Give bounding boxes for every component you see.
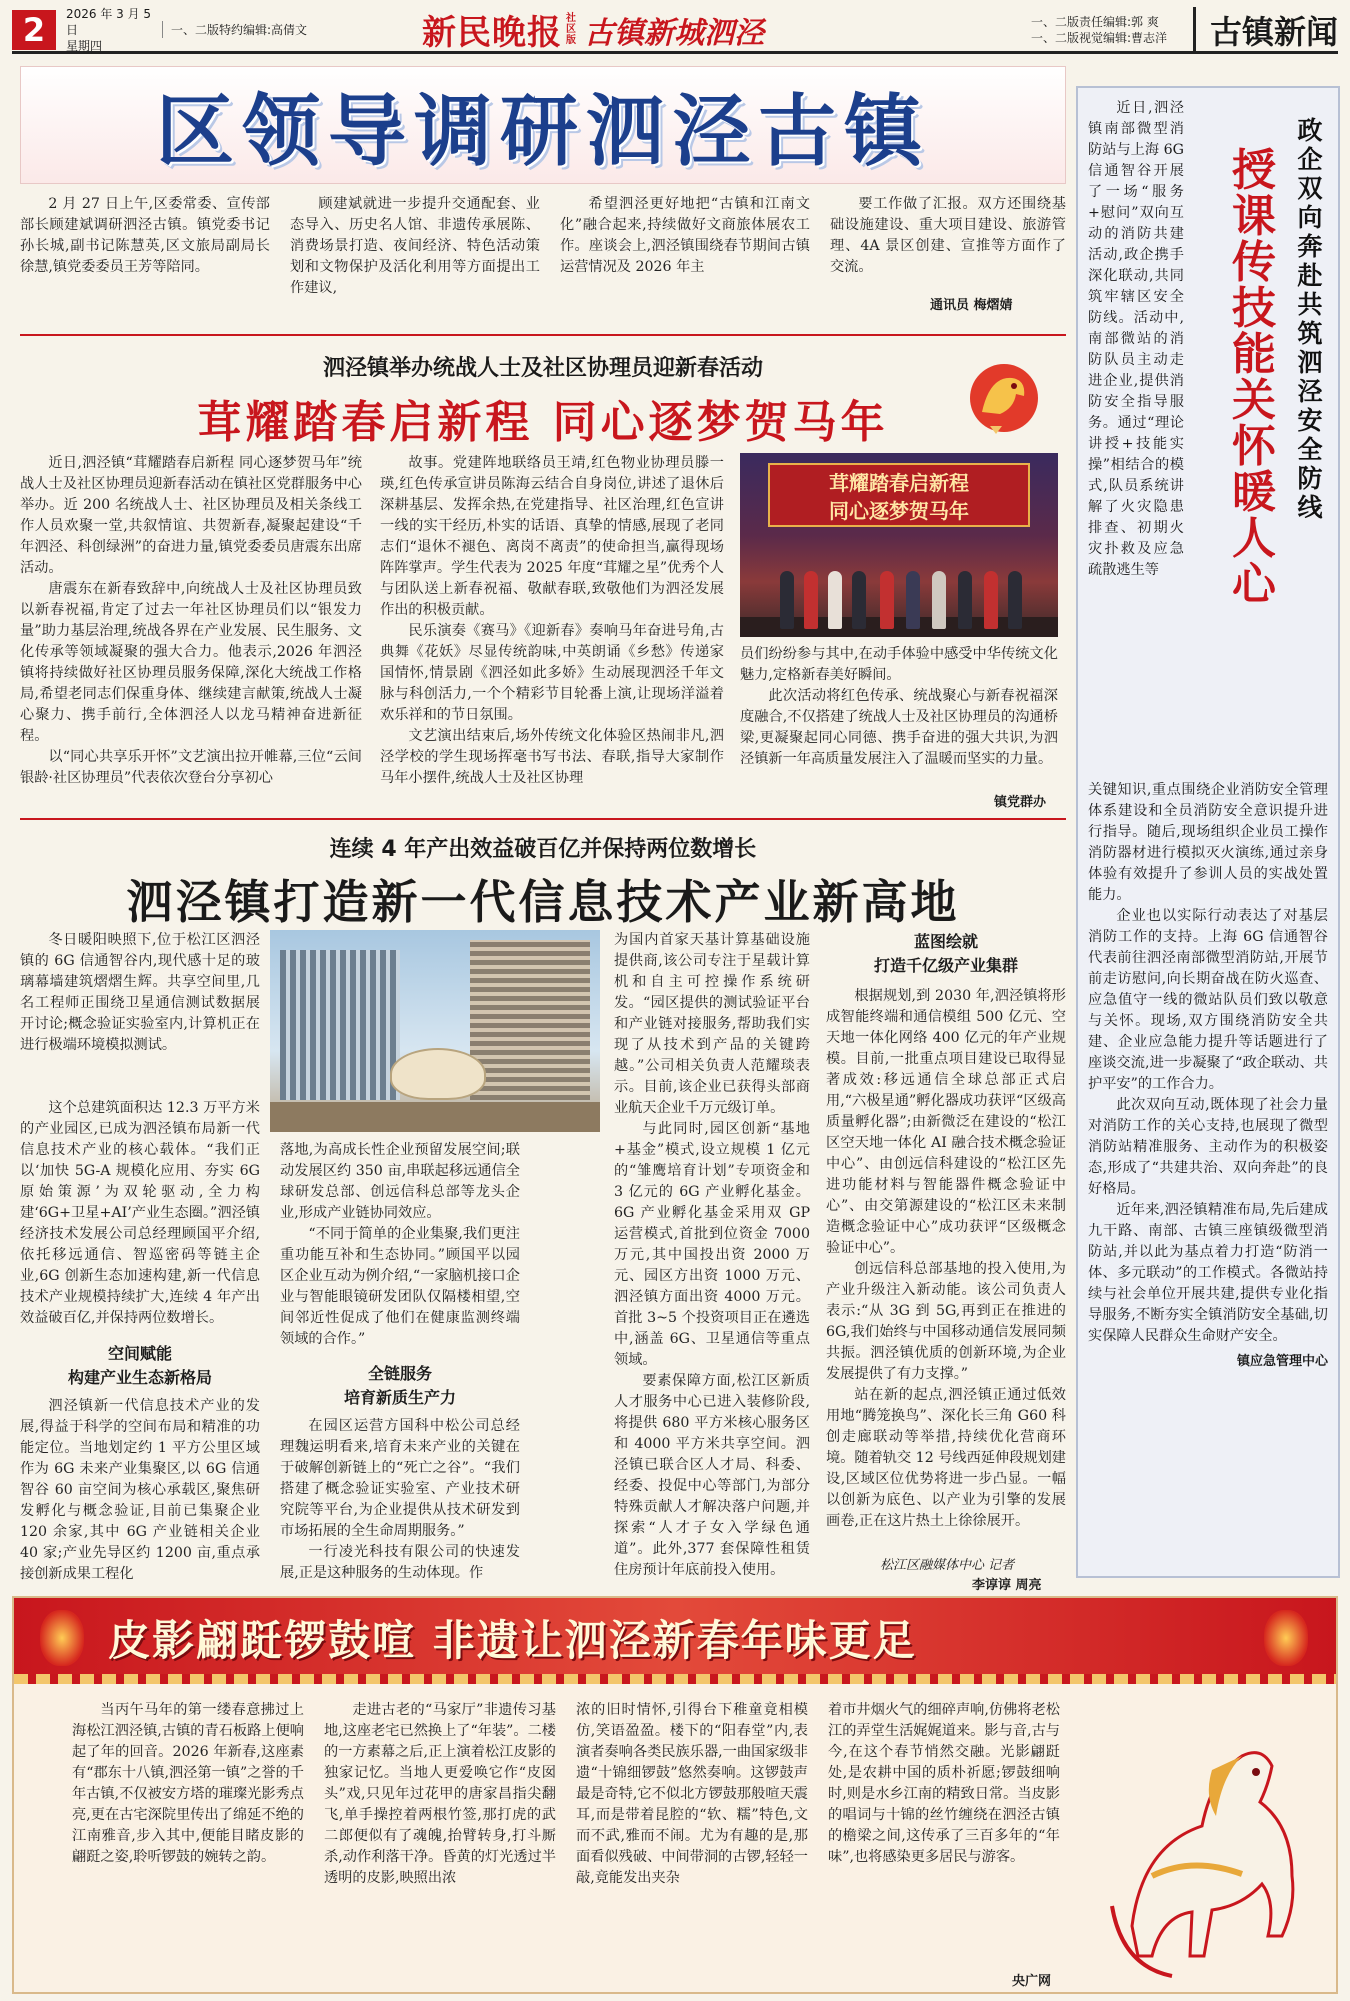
photo-person xyxy=(906,571,920,629)
article2-col2-p2: 民乐演奏《赛马》《迎新春》奏响马年奋进号角,古典舞《花妖》尽显传统韵味,中英朗诵《乡愁》传递家国情怀,情景剧《泗泾如此多娇》生动展现泗泾千年文脉与科创活力,一个个精彩节目轮番上演,让现场洋溢着欢乐祥和的节日氛围。 xyxy=(380,623,724,723)
photo-person xyxy=(984,571,998,629)
article2-col2 xyxy=(380,453,724,789)
article3-title: 泗泾镇打造新一代信息技术产业新高地 xyxy=(126,875,960,929)
photo-person xyxy=(1008,571,1022,629)
brand-name: 新民晚报 xyxy=(422,13,562,53)
editors xyxy=(1031,14,1181,46)
subhead3-line2: 打造千亿级产业集群 xyxy=(873,956,1018,975)
photo-banner-line1: 茸耀踏春启新程 xyxy=(829,471,969,495)
page-number: 2 xyxy=(12,10,56,50)
editor-line-1: 一、二版责任编辑:郭 爽 xyxy=(1030,14,1159,29)
horse-illustration-icon xyxy=(1092,1706,1332,1986)
article2-col2-p1: 故事。党建阵地联络员王靖,红色物业协理员滕一瑛,红色传承宣讲员陈海云结合自身岗位,讲述了退休后深耕基层、发挥余热,在党建指导、社区治理,红色宣讲一线的实干经历,朴实的话语、真挚的情感,展现了老同志们“退休不褪色、离岗不离责”的使命担当,赢得现场阵阵掌声。学生代表为 2025 年度“茸耀之星”优秀个人与团队送上新春祝福、敬献春联,致敬他们为泗泾发展作出的积极贡献。 xyxy=(380,455,724,618)
article3-byline-2: 李谆谆 周亮 xyxy=(972,1578,1042,1593)
article2-col1-p2: 唐震东在新春致辞中,向统战人士及社区协理员致以新春祝福,肯定了过去一年社区协理员们以“银发力量”助力基层治理,统战各界在产业发展、民生服务、文化传承等领域凝聚的强大合力。他表示,2026 年泗泾镇将持续做好社区协理员服务保障,深化大统战工作格局,希望老同志们保重身体、继续建言献策,统战人士凝心聚力、携手前行,全体泗泾人以龙马精神奋进新征程。 xyxy=(20,581,362,744)
article3-col4-p3: 站在新的起点,泗泾镇正通过低效用地“腾笼换鸟”、深化长三角 G60 科创走廊联动等举措,持续优化营商环境。随着轨交 12 号线西延伸段规划建设,区域区位优势将进一步凸显。一幅以创新为底色、以产业为引擎的发展画卷,正在这片热土上徐徐展开。 xyxy=(826,1387,1066,1529)
article3-subhead2 xyxy=(280,1362,520,1410)
article1-title-banner xyxy=(20,66,1066,184)
article2-photo xyxy=(740,453,1058,637)
sidebar-p2: 企业也以实际行动表达了对基层消防工作的支持。上海 6G 信通智谷代表前往泗泾南部微型消防站,开展节前走访慰问,向长期奋战在防火巡查、应急值守一线的微站队员们致以敬意与关怀。现场,双方围绕消防安全共建、企业应急能力提升等话题进行了座谈交流,进一步凝聚了“政企联动、共护平安”的工作合力。 xyxy=(1088,908,1328,1092)
section-name: 古镇新闻 xyxy=(1193,7,1338,53)
article1-col2: 顾建斌就进一步提升交通配套、业态导入、历史名人馆、非遗传承展陈、消费场景打造、夜间经济、特色活动策划和文物保护及活化利用等方面提出工作建议, xyxy=(290,196,540,296)
sidebar-byline: 镇应急管理中心 xyxy=(1236,1354,1328,1369)
subhead1-line1: 空间赋能 xyxy=(107,1344,172,1363)
divider-2 xyxy=(20,818,1066,820)
editor-line-2: 一、二版视觉编辑:曹志洋 xyxy=(1030,30,1168,45)
article1-title: 区领导调研泗泾古镇 xyxy=(155,87,930,177)
subhead1-line2: 构建产业生态新格局 xyxy=(67,1368,212,1387)
article3-col3 xyxy=(614,930,810,1581)
article3-col2b-p1: 在园区运营方国科中松公司总经理魏运明看来,培育未来产业的关键在于破解创新链上的“死亡之谷”。“我们搭建了概念验证实验室、产业技术研究院等平台,为企业提供从技术研发到市场拓展的全生命周期服务。” xyxy=(280,1418,520,1539)
sidebar-title-b: 授课传技能 关怀暖人心 xyxy=(1232,145,1276,610)
article1-byline: 通讯员 梅熠婧 xyxy=(930,298,1013,313)
article3-col3-p1: 为国内首家天基计算基础设施提供商,该公司专注于星载计算机和自主可控操作系统研发。“园区提供的测试验证平台和产业链对接服务,帮助我们实现了从技术到产品的关键跨越。”公司相关负责人范耀琰表示。目前,该企业已获得头部商业航天企业千万元级订单。 xyxy=(614,932,810,1116)
sidebar-p3: 此次双向互动,既体现了社会力量对消防工作的关心支持,也展现了微型消防站精准服务、主动作为的积极姿态,形成了“共建共治、双向奔赴”的良好格局。 xyxy=(1088,1097,1328,1197)
sidebar-col-top: 近日,泗泾镇南部微型消防站与上海 6G 信通智谷开展了一场“服务+慰问”双向互动的消防共建活动,政企携手深化联动,共同筑牢辖区安全防线。活动中,南部微站的消防队员主动走进企业,提供消防安全指导服务。通过“理论讲授+技能实操”相结合的模式,队员系统讲解了火灾隐患排查、初期火灾扑救及应急疏散逃生等 xyxy=(1088,100,1184,578)
article3-col2b xyxy=(280,1416,520,1584)
article4-title: 皮影翩跹锣鼓喧 非遗让泗泾新春年味更足 xyxy=(108,1616,917,1665)
guest-editor: 一、二版特约编辑:高倩文 xyxy=(162,21,362,38)
page-header xyxy=(12,8,1338,54)
photo-building xyxy=(280,950,400,1100)
article3-col2b-p2: 一行凌光科技有限公司的快速发展,正是这种服务的生动体现。作 xyxy=(280,1544,520,1581)
article3-col2a xyxy=(280,1140,520,1350)
sidebar-title-a: 政企双向奔赴共筑泗泾安全防线 xyxy=(1297,116,1323,522)
photo-ground xyxy=(270,1102,600,1132)
date-text: 2026 年 3 月 5 日 xyxy=(66,6,152,37)
sidebar-col-body xyxy=(1088,780,1328,1372)
article3-col4 xyxy=(826,986,1066,1532)
photo-person xyxy=(780,571,794,629)
article2-col3-p2: 此次活动将红色传承、统战聚心与新春祝福深度融合,不仅搭建了统战人士及社区协理员的沟通桥梁,更凝聚起同心同德、携手奋进的强大共识,为泗泾镇新一年高质量发展注入了温暖而坚实的力量。 xyxy=(740,688,1058,767)
brand-sub: 社区版 xyxy=(566,13,576,46)
photo-person xyxy=(880,571,894,629)
article3-byline-1: 松江区融媒体中心 记者 xyxy=(880,1558,1015,1573)
article3-photo xyxy=(270,930,600,1132)
article2-col2-p3: 文艺演出结束后,场外传统文化体验区热闹非凡,泗泾学校的学生现场挥毫书写书法、春联,指导大家制作马年小摆件,统战人士及社区协理 xyxy=(380,728,724,786)
article3-kicker: 连续 4 年产出效益破百亿并保持两位数增长 xyxy=(329,837,757,862)
article2-kicker: 泗泾镇举办统战人士及社区协理员迎新春活动 xyxy=(322,356,763,381)
article3-col3-p3: 要素保障方面,松江区新质人才服务中心已进入装修阶段,将提供 680 平方米核心服务区和 4000 平方米共享空间。泗泾镇已联合区人才局、科委、经委、投促中心等部门,为部分特殊贡献人才解决落户问题,并探索“人才子女入学绿色通道”。此外,377 套保障性租赁住房预计年底前投入使用。 xyxy=(614,1373,810,1578)
article3-col1c-p1: 泗泾镇新一代信息技术产业的发展,得益于科学的空间布局和精准的功能定位。当地划定约 1 平方公里区域作为 6G 未来产业集聚区,以 6G 信通智谷 60 亩空间为核心承载区,聚焦研发孵化与概念验证,目前已集聚企业 120 余家,其中 6G 产业链相关企业 40 家;产业先导区约 1200 亩,重点承接创新成果工程化 xyxy=(20,1398,260,1582)
subhead3-line1: 蓝图绘就 xyxy=(913,932,978,951)
weekday-text: 星期四 xyxy=(66,38,103,53)
photo-banner-line2: 同心逐梦贺马年 xyxy=(829,499,969,523)
article3-col2a-p1: 落地,为高成长性企业预留发展空间;联动发展区约 350 亩,串联起移远通信全球研发总部、创远信科总部等龙头企业,形成产业链协同效应。 xyxy=(280,1142,520,1221)
article3-subhead1 xyxy=(20,1342,260,1390)
photo-person xyxy=(852,571,866,629)
article3-subhead3 xyxy=(826,930,1066,978)
article2-col1 xyxy=(20,453,362,789)
article3-col1a: 冬日暖阳映照下,位于松江区泗泾镇的 6G 信通智谷内,现代感十足的玻璃幕墙建筑熠熠生辉。共享空间里,几名工程师正围绕卫星通信测试数据展开讨论;概念验证实验室内,计算机正在进行极端环境模拟测试。 xyxy=(20,932,260,1053)
article3-col3-p2: 与此同时,园区创新“基地+基金”模式,设立规模 1 亿元的“雏鹰培育计划”专项资金和 3 亿元的 6G 产业孵化基金。6G 产业孵化基金采用双 GP 运营模式,首批到位资金 7000 万元,其中国投出资 2000 万元、园区方出资 1000 万元、泗泾镇方面出资 4000 万元。首批 3~5 个投资项目正在遴选中,涵盖 6G、卫星通信等重点领域。 xyxy=(614,1121,810,1368)
article2-col1-p1: 近日,泗泾镇“茸耀踏春启新程 同心逐梦贺马年”统战人士及社区协理员迎新春活动在镇社区党群服务中心举办。近 200 名统战人士、社区协理员及相关条线工作人员欢聚一堂,共叙情谊、共贺新春,凝聚起建设“千年泗泾、科创绿洲”的奋进力量,镇党委委员唐震东出席活动。 xyxy=(20,455,362,576)
subhead2-line2: 培育新质生产力 xyxy=(343,1388,456,1407)
lantern-icon xyxy=(40,1610,84,1666)
article3-col1b-p1: 这个总建筑面积达 12.3 万平方米的产业园区,已成为泗泾镇布局新一代信息技术产业的核心载体。“我们正以‘加快 5G-A 规模化应用、夯实 6G 原始策源’为双轮驱动,全力构建‘6G+卫星+AI’产业生态圈。”泗泾镇经济技术发展公司总经理顾国平介绍,依托移远通信、智巡密码等链主企业,6G 创新生态加速构建,新一代信息技术产业规模持续扩大,连续 4 年产出效益破百亿,并保持两位数增长。 xyxy=(20,1100,260,1326)
article2-col1-p3: 以“同心共享乐开怀”文艺演出拉开帷幕,三位“云间银龄·社区协理员”代表依次登台分享初心 xyxy=(20,749,362,786)
article4-col2: 走进古老的“马家厅”非遗传习基地,这座老宅已然换上了“年装”。二楼的一方素幕之后,正上演着松江皮影的独家记忆。当地人更爱唤它作“皮囡头”戏,只见年过花甲的唐家昌指尖翻飞,单手操控着两根竹签,那打虎的武二郎便似有了魂魄,抬臂转身,打斗厮杀,动作利落干净。昏黄的灯光透过半透明的皮影,映照出浓 xyxy=(324,1702,556,1886)
article4-byline: 央广网 xyxy=(1012,1974,1052,1989)
photo-person xyxy=(958,571,972,629)
article2-byline: 镇党群办 xyxy=(994,795,1047,810)
article1-col3: 希望泗泾更好地把“古镇和江南文化”融合起来,持续做好文商旅体展农工作。座谈会上,泗泾镇围绕春节期间古镇运营情况及 2026 年主 xyxy=(560,196,810,275)
article3-col1b xyxy=(20,1098,260,1329)
article1-col1: 2 月 27 日上午,区委常委、宣传部部长顾建斌调研泗泾古镇。镇党委书记孙长城,副书记陈慧英,区文旅局副局长徐慧,镇党委委员王芳等陪同。 xyxy=(20,196,270,275)
article4-col1: 当丙午马年的第一缕春意拂过上海松江泗泾镇,古镇的青石板路上便响起了年的回音。2026 年新春,这座素有“郡东十八镇,泗泾第一镇”之誉的千年古镇,不仅被安方塔的璀璨光影秀点亮,更在古宅深院里传出了绵延不绝的江南雅音,步入其中,便能目睹皮影的翩跹之姿,聆听锣鼓的婉转之韵。 xyxy=(72,1702,304,1865)
article3-col2a-p2: “不同于简单的企业集聚,我们更注重功能互补和生态协同。”顾国平以园区企业互动为例介绍,“一家脑机接口企业与智能眼镜研发团队仅隔楼相望,空间邻近性促成了他们在健康监测终端领域的合作。” xyxy=(280,1226,520,1347)
horse-lantern-icon xyxy=(960,356,1048,436)
masthead xyxy=(422,5,764,54)
subhead2-line1: 全链服务 xyxy=(367,1364,432,1383)
sidebar-article xyxy=(1076,86,1340,1578)
article4-col3: 浓的旧时情怀,引得台下稚童竟相模仿,笑语盈盈。楼下的“阳春堂”内,表演者奏响各类民族乐器,一曲国家级非遗“十锦细锣鼓”悠然奏响。这锣鼓声最是奇特,它不似北方锣鼓那般喧天震耳,而是带着昆腔的“软、糯”特色,文而不武,雅而不闹。尤为有趣的是,那面看似残破、中间带洞的古锣,轻轻一敲,竟能发出夹杂 xyxy=(576,1702,808,1886)
article2-title: 茸耀踏春启新程 同心逐梦贺马年 xyxy=(197,397,889,448)
article1-col4: 要工作做了汇报。双方还围绕基础设施建设、重大项目建设、旅游管理、4A 景区创建、宣推等方面作了交流。 xyxy=(830,196,1066,275)
article4-col4: 着市井烟火气的细碎声响,仿佛将老松江的弄堂生活娓娓道来。影与音,古与今,在这个春节悄然交融。光影翩跹处,是农耕中国的质朴祈愿;锣鼓细响时,则是水乡江南的精致日常。当皮影的唱词与十锦的丝竹缠绕在泗泾古镇的檐梁之间,这传承了三百多年的“年味”,也将感染更多居民与游客。 xyxy=(828,1702,1060,1865)
article4-panel xyxy=(12,1596,1338,1994)
article2-col3 xyxy=(740,644,1058,770)
photo-person xyxy=(828,571,842,629)
brand-town: 古镇新城泗泾 xyxy=(584,15,764,51)
article2-col3-p1: 员们纷纷参与其中,在动手体验中感受中华传统文化魅力,定格新春美好瞬间。 xyxy=(740,646,1058,683)
photo-person xyxy=(932,571,946,629)
photo-building xyxy=(470,940,590,1100)
article3-col4-p1: 根据规划,到 2030 年,泗泾镇将形成智能终端和通信模组 500 亿元、空天地一体化网络 400 亿元的年产业规模。目前,一批重点项目建设已取得显著成效:移远通信全球总部正式启用,“六极星通”孵化器成功获评“区级高质量孵化器”;由新微泛在建设的“松江区空天地一体化 AI 融合技术概念验证中心”、由创远信科建设的“松江区先进功能材料与智能器件概念验证中心”、由交第源建设的“松江区未来制造概念验证中心”成功获评“区级概念验证中心”。 xyxy=(826,988,1066,1256)
sidebar-p1: 关键知识,重点围绕企业消防安全管理体系建设和全员消防安全意识提升进行指导。随后,现场组织企业员工操作消防器材进行模拟灭火演练,通过亲身体验有效提升了参训人员的实战处置能力。 xyxy=(1088,782,1328,903)
photo-sculpture xyxy=(390,1048,486,1100)
article3-col4-p2: 创远信科总部基地的投入使用,为产业升级注入新动能。该公司负责人表示:“从 3G 到 5G,再到正在推进的 6G,我们始终与中国移动通信发展同频共振。泗泾镇优质的创新环境,为企业发展提供了有力支撑。” xyxy=(826,1261,1066,1382)
sidebar-p4: 近年来,泗泾镇精准布局,先后建成九干路、南部、古镇三座镇级微型消防站,并以此为基点着力打造“防消一体、多元联动”的工作模式。各微站持续与社会单位开展共建,提供专业化指导服务,不断夯实全镇消防安全基础,切实保障人民群众生命财产安全。 xyxy=(1088,1202,1328,1344)
photo-banner xyxy=(768,463,1030,527)
issue-date xyxy=(66,6,154,54)
divider-1 xyxy=(20,334,1066,336)
article3-col1c xyxy=(20,1396,260,1585)
photo-person xyxy=(804,571,818,629)
lantern-icon xyxy=(1264,1610,1308,1666)
